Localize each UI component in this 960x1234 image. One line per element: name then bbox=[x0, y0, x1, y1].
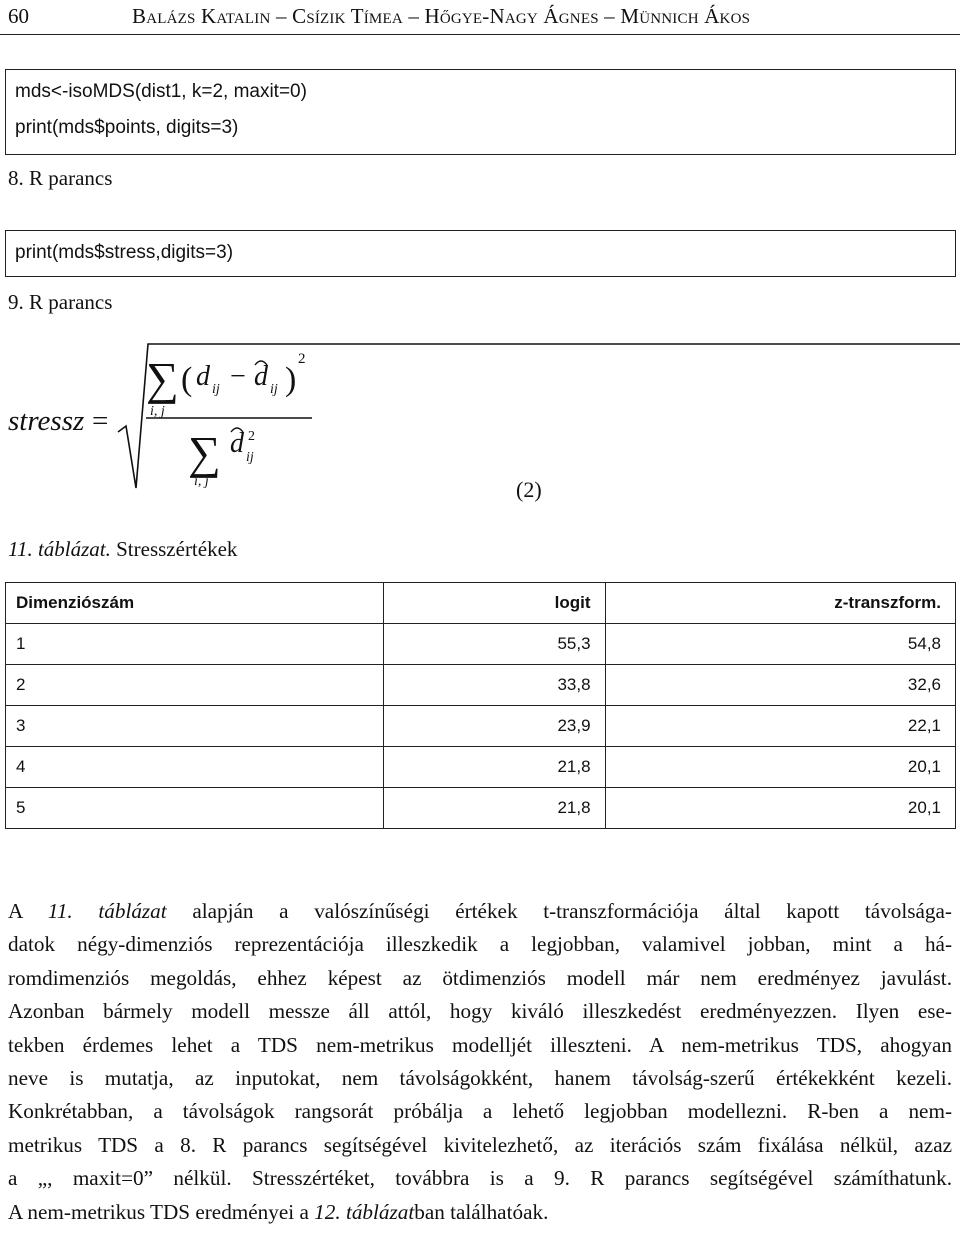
table-cell: 33,8 bbox=[384, 665, 605, 706]
paren-close: ) bbox=[285, 361, 297, 398]
header-rule bbox=[0, 34, 960, 35]
table-cell: 23,9 bbox=[384, 706, 605, 747]
paren-open: ( bbox=[181, 361, 193, 398]
table-row bbox=[6, 624, 956, 665]
table-cell: 21,8 bbox=[384, 788, 605, 829]
code-caption-9: 9. R parancs bbox=[8, 290, 113, 314]
table-cell: 20,1 bbox=[605, 747, 955, 788]
table-cell: 22,1 bbox=[605, 706, 955, 747]
table-row bbox=[6, 788, 956, 829]
equation-number: (2) bbox=[516, 477, 542, 502]
running-header-authors: Balázs Katalin – Csízik Tímea – Hőgye-Nagy Ágnes – Münnich Ákos bbox=[132, 4, 751, 28]
paragraph-line: neve is mutatja, az inputokat, nem távolságokként, hanem távolság-szerű értékekként kezeli. bbox=[8, 1066, 952, 1091]
code-block-9 bbox=[5, 230, 956, 277]
table-caption-label: 11. táblázat. bbox=[8, 537, 111, 561]
text-run: alapján a valószínűségi értékek t-transzformációja által kapott távolsága- bbox=[166, 899, 952, 923]
table-caption bbox=[8, 537, 237, 562]
paragraph-line: romdimenziós megoldás, ehhez képest az ötdimenziós modell már nem eredményez javulást. bbox=[8, 965, 952, 990]
paragraph-line bbox=[8, 895, 952, 928]
table-caption-title: Stresszértékek bbox=[116, 537, 238, 561]
text-run: A nem-metrikus TDS eredményei a bbox=[8, 1199, 315, 1224]
table-row bbox=[6, 665, 956, 706]
table-cell: 1 bbox=[6, 624, 384, 665]
sum-index: i, j bbox=[150, 404, 165, 419]
minus-sign: − bbox=[230, 361, 246, 392]
table-cell: 55,3 bbox=[384, 624, 605, 665]
table-cell: 4 bbox=[6, 747, 384, 788]
sum-index: i, j bbox=[194, 474, 209, 489]
code-line: print(mds$stress,digits=3) bbox=[15, 242, 234, 263]
table-cell: 2 bbox=[6, 665, 384, 706]
stress-formula-svg bbox=[0, 340, 960, 500]
paragraph-line: a „, maxit=0” nélkül. Stresszértéket, továbbra is a 9. R parancs segítségével számíthatunk. bbox=[8, 1166, 952, 1191]
paragraph-line: Azonban bármely modell messze áll attól, hogy kiváló illeszkedést eredményezzen. Ilyen ese- bbox=[8, 999, 952, 1024]
table-cell: 20,1 bbox=[605, 788, 955, 829]
d-hat-symbol: d bbox=[254, 361, 268, 392]
code-caption-8: 8. R parancs bbox=[8, 166, 113, 190]
running-header bbox=[0, 0, 960, 34]
stress-table bbox=[5, 582, 956, 829]
paragraph-line: Konkrétabban, a távolságok rangsorát próbálja a lehető legjobban modellezni. R-ben a nem- bbox=[8, 1099, 952, 1124]
table-header-row bbox=[6, 583, 956, 624]
table-row bbox=[6, 747, 956, 788]
paragraph-line: datok négy-dimenziós reprezentációja illeszkedik a legjobban, valamivel jobban, mint a há- bbox=[8, 932, 952, 957]
paragraph-line: metrikus TDS a 8. R parancs segítségével kivitelezhető, az iterációs szám fixálása nélkül, azaz bbox=[8, 1132, 952, 1157]
table-cell: 5 bbox=[6, 788, 384, 829]
subscript-ij: ij bbox=[246, 450, 254, 465]
column-header: Dimenziószám bbox=[6, 583, 384, 624]
text-run: A bbox=[8, 899, 48, 923]
text-run: ban találhatóak. bbox=[414, 1199, 549, 1224]
table-row bbox=[6, 706, 956, 747]
code-line: mds<-isoMDS(dist1, k=2, maxit=0) bbox=[15, 81, 307, 102]
sum-symbol: ∑ bbox=[146, 353, 179, 404]
formula-lhs: stressz bbox=[8, 405, 85, 437]
table-cell: 3 bbox=[6, 706, 384, 747]
page-number: 60 bbox=[8, 4, 29, 28]
column-header: z-transzform. bbox=[605, 583, 955, 624]
code-block-8 bbox=[5, 69, 956, 155]
code-line: print(mds$points, digits=3) bbox=[15, 117, 239, 138]
d-symbol: d bbox=[196, 361, 210, 392]
body-paragraph bbox=[8, 895, 952, 1229]
table-reference: 12. táblázat bbox=[314, 1199, 415, 1224]
subscript-ij: ij bbox=[212, 382, 220, 397]
table-cell: 54,8 bbox=[605, 624, 955, 665]
d-hat-symbol: d bbox=[230, 428, 244, 459]
column-header: logit bbox=[384, 583, 605, 624]
superscript-2: 2 bbox=[298, 351, 306, 367]
sum-symbol: ∑ bbox=[188, 427, 221, 478]
table-cell: 21,8 bbox=[384, 747, 605, 788]
paragraph-line: tekben érdemes lehet a TDS nem-metrikus modelljét illeszteni. A nem-metrikus TDS, ahogyan bbox=[8, 1032, 952, 1057]
superscript-2: 2 bbox=[248, 429, 255, 444]
formula-equals: = bbox=[92, 405, 109, 437]
paragraph-line bbox=[8, 1196, 952, 1229]
subscript-ij: ij bbox=[270, 382, 278, 397]
stress-formula bbox=[0, 340, 960, 500]
table-reference: 11. táblázat bbox=[47, 899, 167, 923]
table-cell: 32,6 bbox=[605, 665, 955, 706]
